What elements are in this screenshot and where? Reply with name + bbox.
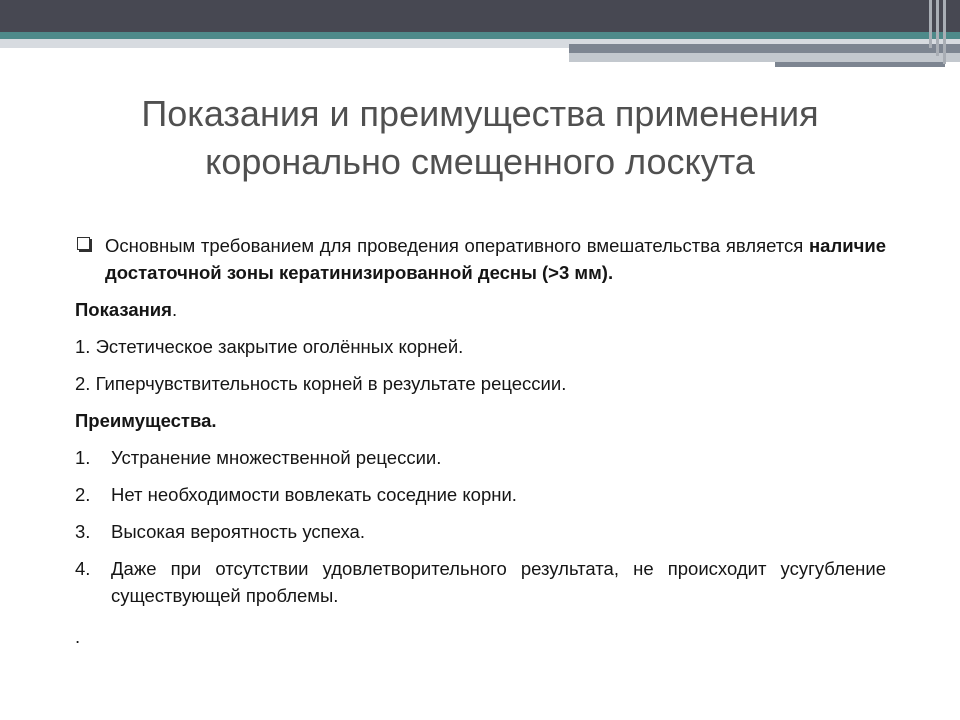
checkbox-bullet-icon xyxy=(77,237,90,250)
indications-heading-row xyxy=(75,296,886,323)
slide-title xyxy=(60,90,900,186)
slide-body xyxy=(75,232,886,650)
indication-item: 2. Гиперчувствительность корней в результате рецессии. xyxy=(75,373,567,394)
advantage-number: 1. xyxy=(75,447,91,468)
advantage-item xyxy=(75,518,886,545)
header-vertical-line xyxy=(936,0,939,56)
advantage-number: 3. xyxy=(75,521,91,542)
indications-heading: Показания xyxy=(75,299,172,320)
header-accent-bar-short xyxy=(775,62,945,67)
header-band-teal xyxy=(0,32,960,39)
advantage-text: Даже при отсутствии удовлетворительного результата, не происходит усугубление существующей проблемы. xyxy=(111,558,886,606)
advantages-heading: Преимущества. xyxy=(75,410,217,431)
indications-heading-punct: . xyxy=(171,299,178,320)
advantage-text: Устранение множественной рецессии. xyxy=(111,447,442,468)
title-line-2: коронально смещенного лоскута xyxy=(205,141,755,182)
advantage-text: Высокая вероятность успеха. xyxy=(111,521,365,542)
title-line-1: Показания и преимущества применения xyxy=(141,93,819,134)
advantage-item xyxy=(75,555,886,609)
header-vertical-line xyxy=(943,0,946,64)
advantage-item xyxy=(75,444,886,471)
requirement-bold-text: наличие достаточной зоны кератинизированной десны (>3 мм). xyxy=(105,235,886,283)
header-band-dark xyxy=(0,0,960,32)
header-accent-bar xyxy=(569,44,960,53)
requirement-bullet xyxy=(75,232,886,286)
requirement-text: Основным требованием для проведения оперативного вмешательства является xyxy=(105,235,809,256)
advantage-number: 2. xyxy=(75,484,91,505)
trailing-dot: . xyxy=(75,626,81,647)
advantage-number: 4. xyxy=(75,558,91,579)
header-vertical-line xyxy=(929,0,932,48)
header-accent-bar-light xyxy=(569,53,960,62)
advantage-text: Нет необходимости вовлекать соседние корни. xyxy=(111,484,517,505)
advantage-item xyxy=(75,481,886,508)
indication-item: 1. Эстетическое закрытие оголённых корней. xyxy=(75,336,464,357)
